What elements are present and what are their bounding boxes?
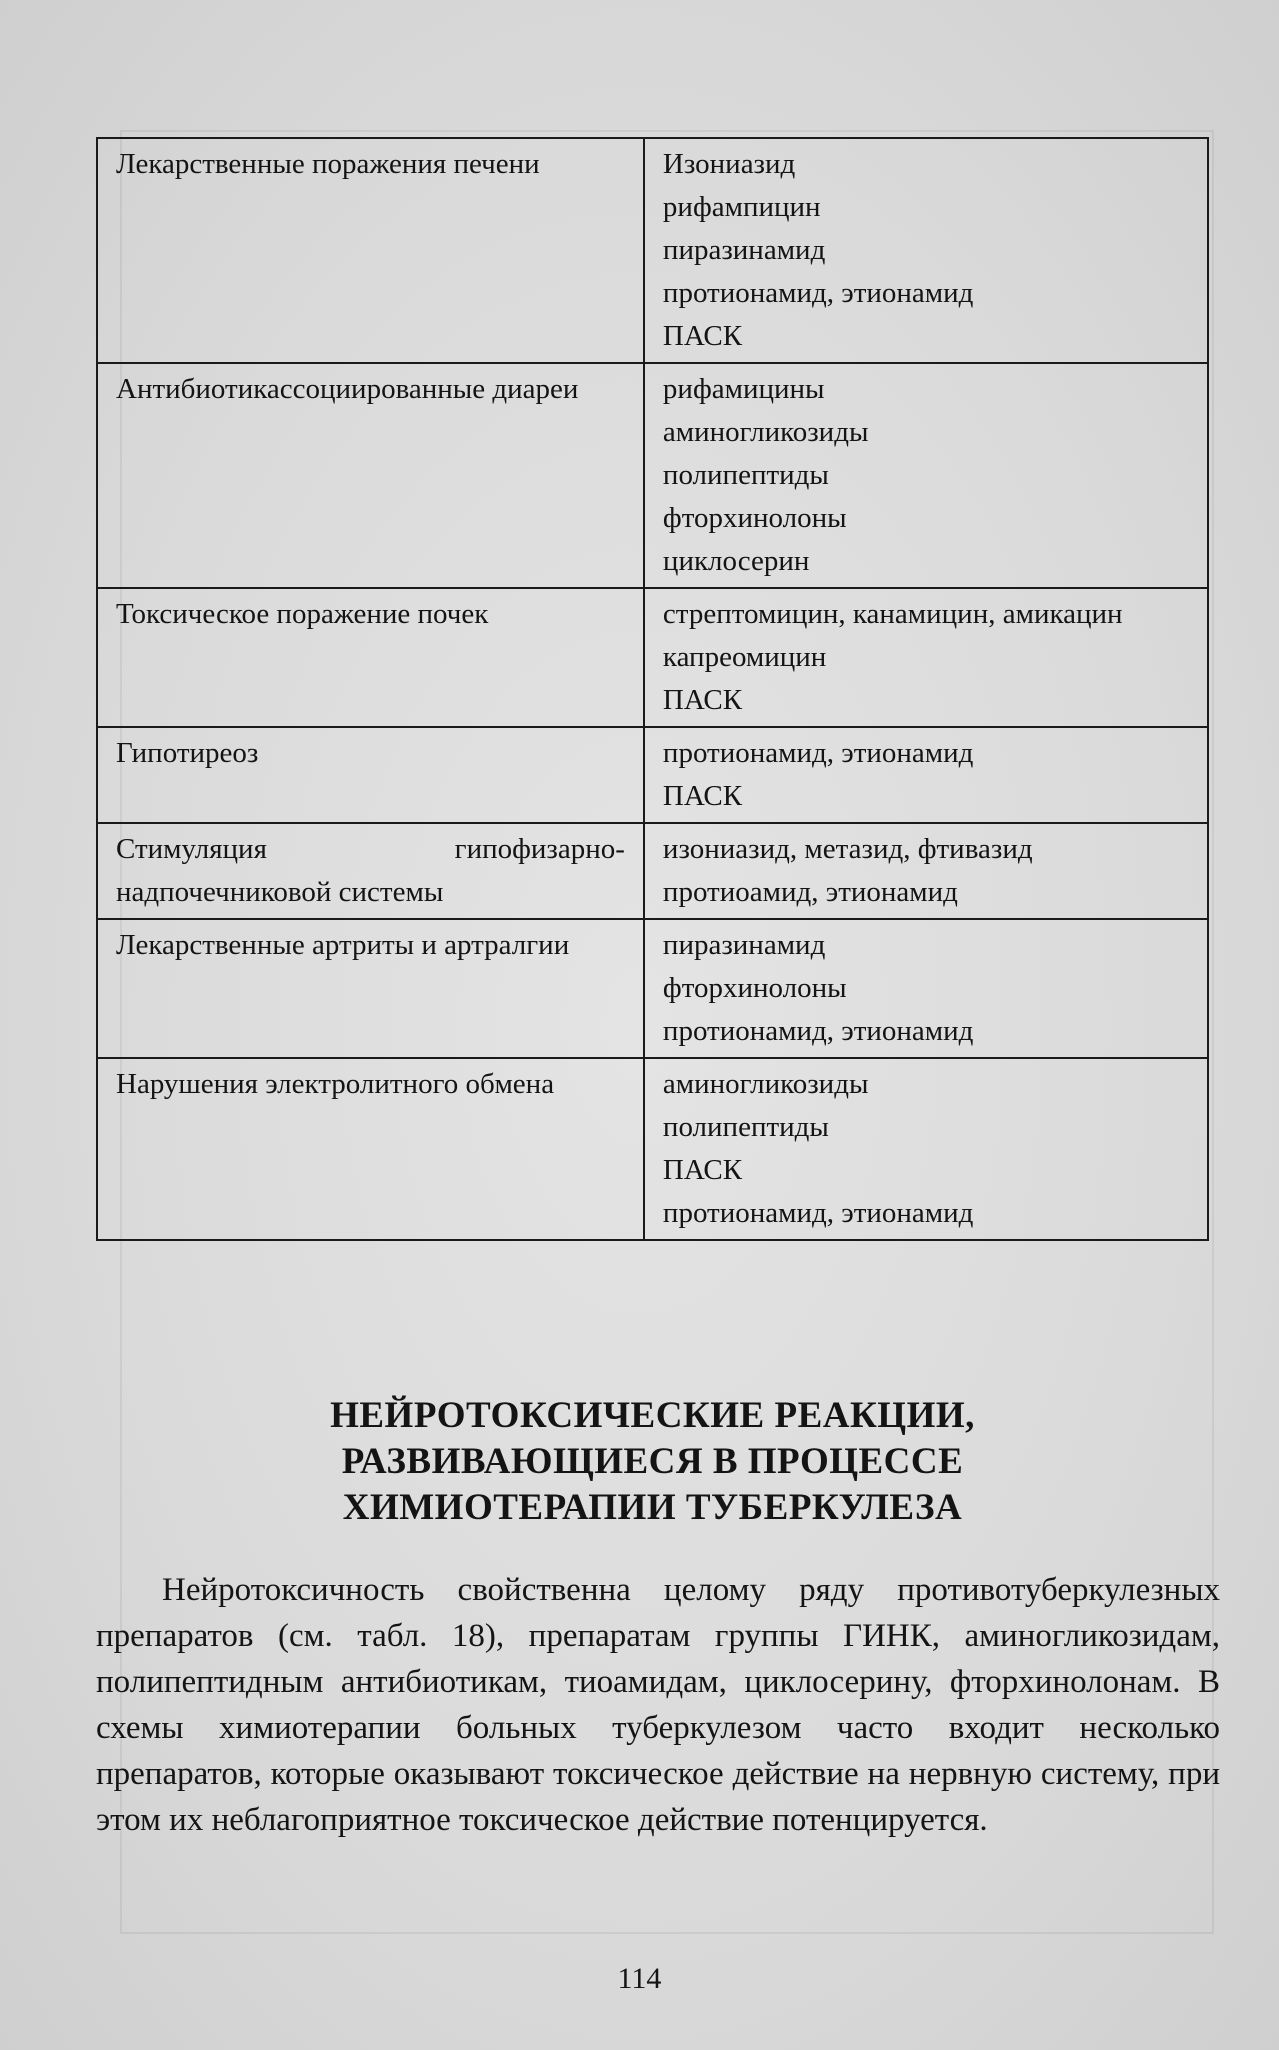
- drug-line: протионамид, этионамид: [662, 277, 974, 309]
- drug-line: полипептиды: [662, 1111, 829, 1143]
- drug-line: пиразинамид: [662, 929, 826, 961]
- condition-cell: Стимуляция гипофизарно-надпочечниковой системы: [97, 823, 644, 919]
- drugs-cell: [644, 363, 1208, 588]
- table-body: [97, 138, 1208, 1240]
- drug-line: Изониазид: [662, 148, 796, 180]
- drugs-cell: [644, 588, 1208, 727]
- condition-cell: Нарушения электролитного обмена: [97, 1058, 644, 1240]
- drugs-cell: [644, 138, 1208, 363]
- section-title-line: ХИМИОТЕРАПИИ ТУБЕРКУЛЕЗА: [342, 1487, 963, 1528]
- drug-line: ПАСК: [662, 1154, 743, 1186]
- drug-line: протионамид, этионамид: [662, 1015, 974, 1047]
- body-paragraph: Нейротоксичность свойственна целому ряду противотуберкулезных препаратов (см. табл. 18), препаратам группы ГИНК, аминогликозидам, полипептидным антибиотикам, тиоамидам, циклосерину, фторхинолонам. В схемы химиотерапии больных туберкулезом часто входит несколько препаратов, которые оказывают токсическое действие на нервную систему, при этом их неблагоприятное токсическое действие потенцируется.: [96, 1572, 1220, 1838]
- condition-cell: Гипотиреоз: [97, 727, 644, 823]
- table-row: [97, 823, 1208, 919]
- drug-line: протионамид, этионамид: [662, 737, 974, 769]
- drugs-cell: [644, 919, 1208, 1058]
- table-row: [97, 727, 1208, 823]
- table-row: [97, 919, 1208, 1058]
- drug-line: капреомицин: [662, 641, 827, 673]
- drug-line: ПАСК: [662, 780, 743, 812]
- drug-line: фторхинолоны: [662, 502, 847, 534]
- table-row: [97, 138, 1208, 363]
- drug-line: полипептиды: [662, 459, 829, 491]
- table-row: [97, 1058, 1208, 1240]
- table-row: [97, 588, 1208, 727]
- page-number: 114: [617, 1962, 662, 1995]
- drug-line: ПАСК: [662, 320, 743, 352]
- section-title: [96, 1393, 1209, 1531]
- drug-line: фторхинолоны: [662, 972, 847, 1004]
- condition-cell: Токсическое поражение почек: [97, 588, 644, 727]
- drug-line: циклосерин: [662, 545, 810, 577]
- drug-line: аминогликозиды: [662, 416, 869, 448]
- drug-line: протионамид, этионамид: [662, 1197, 974, 1229]
- drug-side-effects-table: [96, 137, 1209, 1241]
- condition-cell: Лекарственные артриты и артралгии: [97, 919, 644, 1058]
- drugs-cell: [644, 823, 1208, 919]
- drug-line: ПАСК: [662, 684, 743, 716]
- section-title-line: РАЗВИВАЮЩИЕСЯ В ПРОЦЕССЕ: [341, 1441, 964, 1482]
- condition-cell: Антибиотикассоциированные диареи: [97, 363, 644, 588]
- drug-line: пиразинамид: [662, 234, 826, 266]
- drug-line: рифампицин: [662, 191, 821, 223]
- drug-line: рифамицины: [662, 373, 825, 405]
- drugs-cell: [644, 1058, 1208, 1240]
- drug-line: аминогликозиды: [662, 1068, 869, 1100]
- table-row: [97, 363, 1208, 588]
- drug-line: протиоамид, этионамид: [662, 876, 958, 908]
- drug-line: стрептомицин, канамицин, амикацин: [662, 598, 1123, 630]
- drug-line: изониазид, метазид, фтивазид: [662, 833, 1033, 865]
- section-title-line: НЕЙРОТОКСИЧЕСКИЕ РЕАКЦИИ,: [330, 1395, 975, 1436]
- condition-cell: Лекарственные поражения печени: [97, 138, 644, 363]
- drugs-cell: [644, 727, 1208, 823]
